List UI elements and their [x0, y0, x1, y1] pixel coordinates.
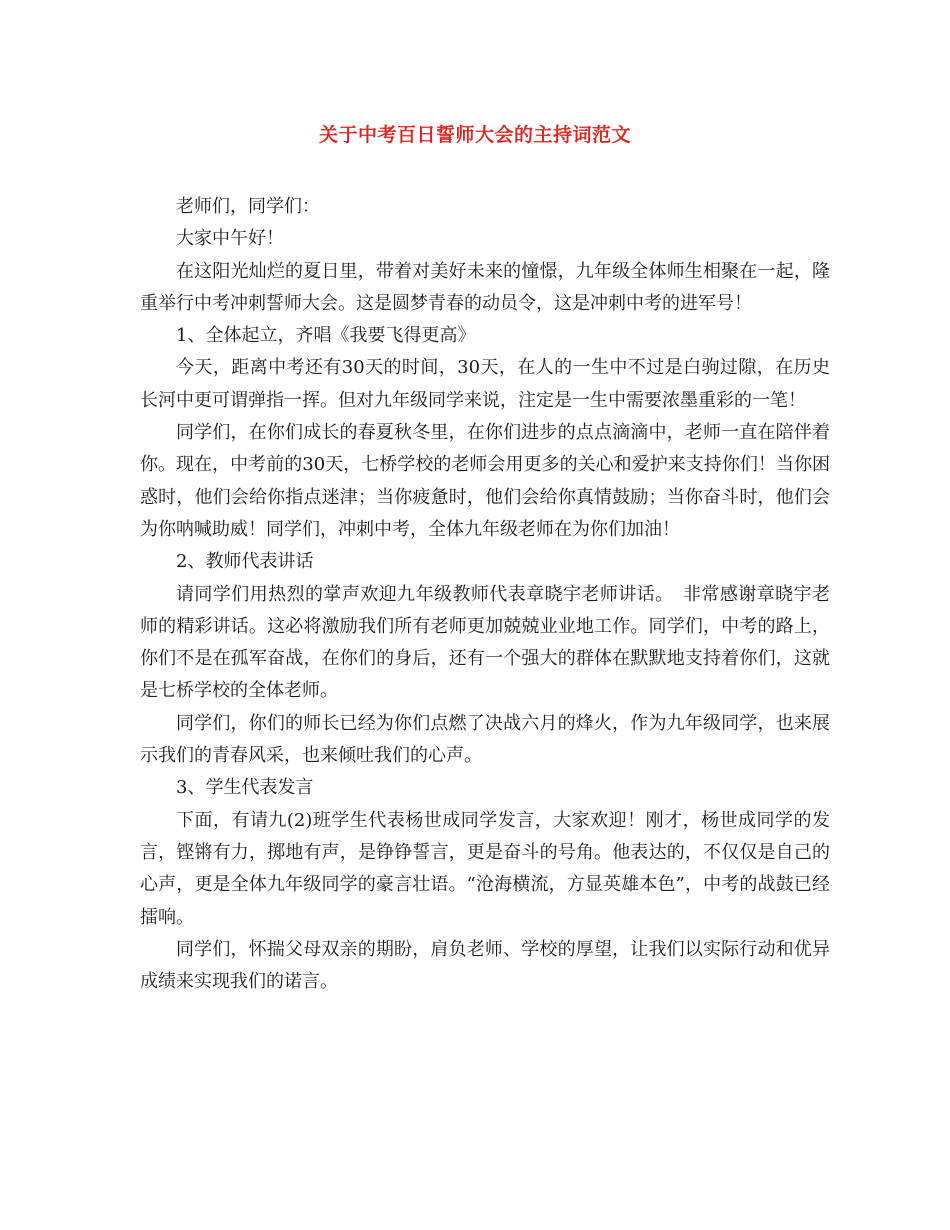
paragraph-student-intro: 同学们，你们的师长已经为你们点燃了决战六月的烽火，作为九年级同学，也来展示我们的青春风采，也来倾吐我们的心声。	[140, 712, 830, 767]
paragraph-student-speech: 下面，有请九(2)班学生代表杨世成同学发言，大家欢迎！刚才，杨世成同学的发言，铿锵有力，掷地有声，是铮铮誓言，更是奋斗的号角。他表达的，不仅仅是自己的心声，更是全体九年级同学的豪言壮语。“沧海横流，方显英雄本色”，中考的战鼓已经擂响。	[140, 809, 830, 928]
paragraph-teacher-speech: 请同学们用热烈的掌声欢迎九年级教师代表章晓宇老师讲话。 非常感谢章晓宇老师的精彩讲话。这必将激励我们所有老师更加兢兢业业地工作。同学们，中考的路上，你们不是在孤军奋战，在你们的身后，还有一个强大的群体在默默地支持着你们，这就是七桥学校的全体老师。	[140, 583, 830, 702]
paragraph-countdown: 今天，距离中考还有30天的时间，30天，在人的一生中不过是白驹过隙，在历史长河中更可谓弹指一挥。但对九年级同学来说，注定是一生中需要浓墨重彩的一笔！	[140, 357, 830, 411]
paragraph-closing: 同学们，怀揣父母双亲的期盼，肩负老师、学校的厚望，让我们以实际行动和优异成绩来实现我们的诺言。	[140, 938, 830, 993]
paragraph-teacher-support: 同学们，在你们成长的春夏秋冬里，在你们进步的点点滴滴中，老师一直在陪伴着你。现在，中考前的30天，七桥学校的老师会用更多的关心和爱护来支持你们！当你困惑时，他们会给你指点迷津；当你疲惫时，他们会给你真情鼓励；当你奋斗时，他们会为你呐喊助威！同学们，冲刺中考，全体九年级老师在为你们加油！	[140, 422, 830, 540]
document-title: 关于中考百日誓师大会的主持词范文	[318, 124, 631, 146]
section-heading-2: 2、教师代表讲话	[176, 551, 314, 573]
document-body	[140, 191, 830, 998]
paragraph-opening: 在这阳光灿烂的夏日里，带着对美好未来的憧憬，九年级全体师生相聚在一起，隆重举行中考冲刺誓师大会。这是圆梦青春的动员令，这是冲刺中考的进军号！	[140, 260, 830, 314]
paragraph-greeting: 大家中午好！	[176, 228, 284, 250]
section-heading-1: 1、全体起立，齐唱《我要飞得更高》	[176, 325, 476, 347]
paragraph-salutation: 老师们，同学们：	[176, 196, 320, 217]
section-heading-3: 3、学生代表发言	[176, 777, 314, 799]
